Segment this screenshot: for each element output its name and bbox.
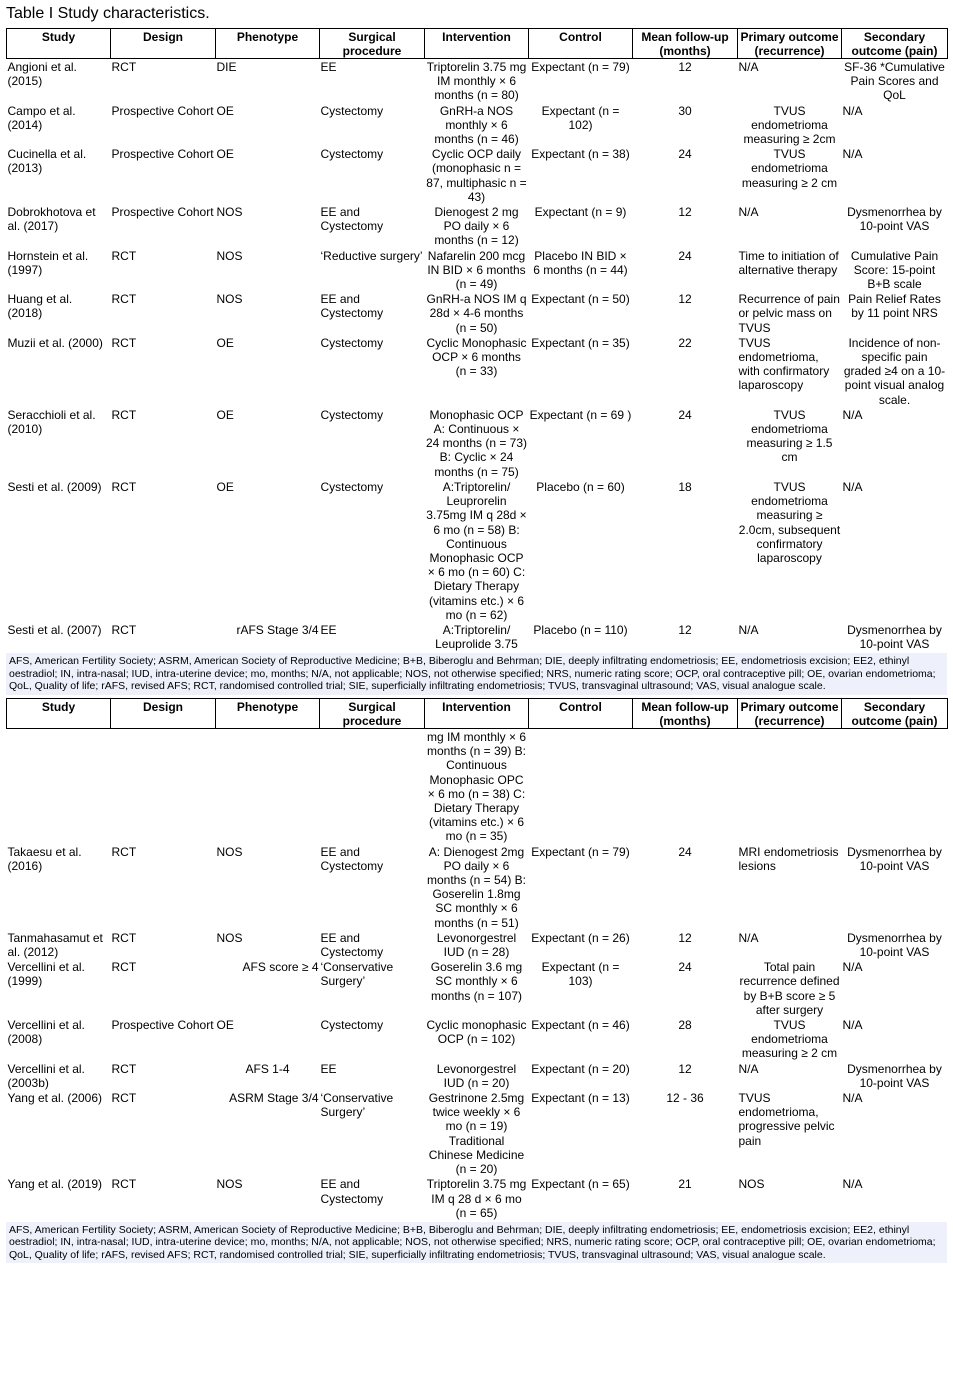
control-cell: Placebo (n = 110)	[533, 622, 628, 637]
design-cell: Prospective Cohort	[111, 1018, 214, 1033]
phenotype-cell: OE	[216, 335, 234, 350]
surgical-procedure-cell: Cystectomy	[320, 335, 384, 350]
table-row	[7, 622, 948, 651]
design-cell: Prospective Cohort	[111, 103, 214, 118]
control-cell: Expectant (n = 20)	[531, 1061, 630, 1076]
header-row	[7, 29, 948, 59]
intervention-cell: A:Triptorelin/ Leuprolide 3.75	[435, 622, 518, 652]
control-cell: Expectant (n = 35)	[531, 335, 630, 350]
primary-outcome-cell: TVUS endometrioma, progressive pelvic pain	[738, 1091, 835, 1148]
secondary-outcome-cell	[842, 729, 948, 844]
follow-up-cell: 12	[678, 622, 692, 637]
phenotype-cell: rAFS Stage 3/4	[236, 622, 319, 637]
follow-up-cell: 21	[678, 1177, 692, 1192]
design-cell: RCT	[111, 335, 137, 350]
study-cell	[7, 729, 111, 844]
surgical-procedure-cell: EE and Cystectomy	[320, 1177, 384, 1206]
surgical-procedure-cell: ‘Conservative Surgery’	[320, 960, 394, 989]
phenotype-cell	[216, 729, 320, 844]
header-surgical-procedure: Surgical procedure	[320, 29, 425, 59]
primary-outcome-cell: Total pain recurrence defined by B+B score ≥ 5 after surgery	[739, 960, 840, 1017]
control-cell	[529, 729, 633, 844]
phenotype-cell: NOS	[216, 205, 243, 220]
primary-outcome-cell: NOS	[738, 1177, 765, 1192]
phenotype-cell: OE	[216, 1018, 234, 1033]
control-cell: Placebo (n = 60)	[536, 479, 625, 494]
header-row	[7, 699, 948, 729]
intervention-cell: Nafarelin 200 mcg IN BID × 6 months (n = 49)	[427, 248, 526, 292]
primary-outcome-cell: TVUS endometrioma measuring ≥ 2 cm	[741, 1018, 838, 1061]
surgical-procedure-cell: EE and Cystectomy	[320, 844, 384, 873]
surgical-procedure-cell: EE	[320, 60, 337, 74]
table-row	[7, 844, 948, 930]
study-cell: Campo et al. (2014)	[7, 103, 76, 132]
primary-outcome-cell: N/A	[738, 622, 759, 637]
secondary-outcome-cell: N/A	[842, 407, 863, 422]
control-cell: Expectant (n = 65)	[531, 1177, 630, 1192]
secondary-outcome-cell: N/A	[842, 103, 863, 118]
control-cell: Expectant (n = 46)	[531, 1018, 630, 1033]
intervention-cell: Gestrinone 2.5mg twice weekly × 6 mo (n = 19) Traditional Chinese Medicine (n = 20)	[428, 1091, 525, 1177]
follow-up-cell: 24	[678, 248, 692, 263]
intervention-cell: Triptorelin 3.75 mg IM q 28 d × 6 mo (n = 65)	[426, 1177, 527, 1220]
phenotype-cell: NOS	[216, 930, 243, 945]
intervention-cell: Levonorgestrel IUD (n = 20)	[436, 1061, 517, 1090]
table-row	[7, 1017, 948, 1061]
header-study: Study	[7, 29, 111, 59]
intervention-cell: A:Triptorelin/ Leuprorelin 3.75mg IM q 28d × 6 mo (n = 58) B: Continuous Monophasic OCP × 6 mo (n = 60) C: Dietary Therapy (vitamins etc.) × 6 mo (n = 62)	[426, 479, 527, 622]
phenotype-cell: OE	[216, 147, 234, 162]
intervention-cell: GnRH-a NOS monthly × 6 months (n = 46)	[434, 103, 519, 147]
header-mean-follow-up: Mean follow-up (months)	[633, 29, 738, 59]
follow-up-cell: 12	[678, 60, 692, 74]
phenotype-cell: ASRM Stage 3/4	[229, 1091, 319, 1106]
primary-outcome-cell: TVUS endometrioma, with confirmatory laparoscopy	[738, 335, 830, 393]
table-row	[7, 335, 948, 407]
surgical-procedure-cell: Cystectomy	[320, 1018, 384, 1033]
design-cell: RCT	[111, 1091, 137, 1106]
study-cell: Vercellini et al. (1999)	[7, 960, 85, 989]
header-phenotype: Phenotype	[216, 699, 320, 729]
secondary-outcome-cell: N/A	[842, 147, 863, 162]
header-control: Control	[529, 699, 633, 729]
header-intervention: Intervention	[425, 699, 529, 729]
control-cell: Expectant (n = 102)	[541, 103, 620, 132]
phenotype-cell: OE	[216, 103, 234, 118]
table-body	[7, 59, 948, 652]
intervention-cell: Cyclic monophasic OCP (n = 102)	[426, 1018, 527, 1047]
secondary-outcome-cell: N/A	[842, 1091, 863, 1106]
study-cell: Angioni et al. (2015)	[7, 60, 77, 89]
phenotype-cell: AFS 1-4	[245, 1061, 290, 1076]
secondary-outcome-cell: N/A	[842, 1018, 863, 1033]
secondary-outcome-cell: Dysmenorrhea by 10-point VAS	[847, 622, 942, 652]
control-cell: Expectant (n = 103)	[541, 960, 620, 989]
table-row	[7, 291, 948, 335]
follow-up-cell: 12	[678, 1061, 692, 1076]
phenotype-cell: AFS score ≥ 4	[242, 960, 319, 975]
follow-up-cell: 24	[678, 407, 692, 422]
table-row	[7, 407, 948, 479]
phenotype-cell: OE	[216, 479, 234, 494]
follow-up-cell: 12	[678, 930, 692, 945]
table-body	[7, 729, 948, 1220]
table-row	[7, 204, 948, 248]
surgical-procedure-cell: EE and Cystectomy	[320, 930, 384, 960]
header-design: Design	[111, 29, 216, 59]
design-cell: RCT	[111, 407, 137, 422]
phenotype-cell: OE	[216, 407, 234, 422]
table-row	[7, 146, 948, 204]
surgical-procedure-cell: Cystectomy	[320, 103, 384, 118]
control-cell: Expectant (n = 79)	[531, 60, 630, 74]
primary-outcome-cell: Time to initiation of alternative therapy	[738, 248, 839, 277]
header-mean-follow-up: Mean follow-up (months)	[633, 699, 738, 729]
table-footnote: AFS, American Fertility Society; ASRM, American Society of Reproductive Medicine; B+B, Biberoglu and Behrman; DIE, deeply infiltrating endometriosis; EE, endometriosis excision; EE2, ethinyl oestradiol; IN, intra-nasal; IUD, intra-uterine device; mo, months; N/A, not applicable; NOS, not otherwise specified; NRS, numeric rating score; OCP, oral contraceptive pill; OE, ovarian endometrioma; QoL, Quality of life; rAFS, revised AFS; RCT, randomised controlled trial; SIE, superficially infiltrating endometriosis; TVUS, transvaginal ultrasound; VAS, visual analogue scale.	[6, 653, 947, 695]
study-cell: Hornstein et al. (1997)	[7, 248, 89, 277]
surgical-procedure-cell: ‘Reductive surgery’	[320, 248, 423, 263]
primary-outcome-cell: TVUS endometrioma measuring ≥ 2cm	[743, 103, 836, 147]
study-cell: Vercellini et al. (2003b)	[7, 1061, 85, 1090]
table-row	[7, 103, 948, 147]
header-study: Study	[7, 699, 111, 729]
table-footnote: AFS, American Fertility Society; ASRM, American Society of Reproductive Medicine; B+B, Biberoglu and Behrman; DIE, deeply infiltrating endometriosis; EE, endometriosis excision; EE2, ethinyl oestradiol; IN, intra-nasal; IUD, intra-uterine device; mo, months; N/A, not applicable; NOS, not otherwise specified; NRS, numeric rating score; OCP, oral contraceptive pill; OE, ovarian endometrioma; QoL, Quality of life; rAFS, revised AFS; RCT, randomised controlled trial; SIE, superficially infiltrating endometriosis; TVUS, transvaginal ultrasound; VAS, visual analogue scale.	[6, 1222, 947, 1264]
surgical-procedure-cell: EE	[320, 622, 337, 637]
study-cell: Sesti et al. (2007)	[7, 622, 102, 637]
follow-up-cell: 24	[678, 844, 692, 859]
control-cell: Expectant (n = 26)	[531, 930, 630, 945]
control-cell: Expectant (n = 9)	[534, 205, 627, 220]
table-title: Table I Study characteristics.	[6, 5, 210, 22]
study-cell: Muzii et al. (2000)	[7, 335, 103, 350]
primary-outcome-cell: TVUS endometrioma measuring ≥ 1.5 cm	[746, 407, 833, 465]
header-phenotype: Phenotype	[216, 29, 320, 59]
secondary-outcome-cell: Incidence of non-specific pain graded ≥4 on a 10-point visual analog scale.	[843, 335, 946, 407]
design-cell: RCT	[111, 1177, 137, 1192]
primary-outcome-cell: N/A	[738, 60, 759, 74]
control-cell: Placebo IN BID × 6 months (n = 44)	[533, 248, 628, 277]
surgical-procedure-cell: EE and Cystectomy	[320, 205, 384, 234]
study-characteristics-table-continued	[6, 698, 948, 1220]
follow-up-cell	[633, 729, 738, 844]
header-design: Design	[111, 699, 216, 729]
intervention-cell: A: Dienogest 2mg PO daily × 6 months (n = 54) B: Goserelin 1.8mg SC monthly × 6 months (n = 51)	[426, 844, 527, 930]
follow-up-cell: 18	[678, 479, 692, 494]
study-cell: Huang et al. (2018)	[7, 292, 73, 321]
surgical-procedure-cell	[320, 729, 425, 844]
intervention-cell: Goserelin 3.6 mg SC monthly × 6 months (n = 107)	[430, 960, 523, 1003]
follow-up-cell: 12	[678, 205, 692, 220]
table-row	[7, 479, 948, 622]
table-row	[7, 248, 948, 292]
secondary-outcome-cell: N/A	[842, 960, 863, 975]
secondary-outcome-cell: Pain Relief Rates by 11 point NRS	[848, 292, 941, 321]
control-cell: Expectant (n = 69 )	[529, 407, 632, 422]
intervention-cell: Levonorgestrel IUD (n = 28)	[436, 930, 517, 960]
secondary-outcome-cell: Cumulative Pain Score: 15-point B+B scale	[850, 248, 939, 292]
design-cell: RCT	[111, 960, 137, 975]
secondary-outcome-cell: Dysmenorrhea by 10-point VAS	[847, 1061, 942, 1090]
secondary-outcome-cell: Dysmenorrhea by 10-point VAS	[847, 930, 942, 960]
intervention-cell: Monophasic OCP A: Continuous × 24 months (n = 73) B: Cyclic × 24 months (n = 75)	[425, 407, 528, 479]
intervention-cell: Dienogest 2 mg PO daily × 6 months (n = 12)	[434, 205, 519, 248]
header-intervention: Intervention	[425, 29, 529, 59]
follow-up-cell: 24	[678, 147, 692, 162]
header-primary-outcome: Primary outcome (recurrence)	[738, 29, 842, 59]
design-cell: RCT	[111, 479, 137, 494]
study-cell: Yang et al. (2019)	[7, 1177, 103, 1192]
design-cell: RCT	[111, 930, 137, 945]
follow-up-cell: 30	[678, 103, 692, 118]
control-cell: Expectant (n = 38)	[531, 147, 630, 162]
header-secondary-outcome: Secondary outcome (pain)	[842, 29, 948, 59]
study-cell: Dobrokhotova et al. (2017)	[7, 205, 96, 234]
table-row	[7, 59, 948, 103]
table-row	[7, 1061, 948, 1090]
phenotype-cell: NOS	[216, 292, 243, 307]
follow-up-cell: 24	[678, 960, 692, 975]
header-secondary-outcome: Secondary outcome (pain)	[842, 699, 948, 729]
primary-outcome-cell: TVUS endometrioma measuring ≥ 2.0cm, subsequent confirmatory laparoscopy	[738, 479, 841, 565]
study-cell: Sesti et al. (2009)	[7, 479, 102, 494]
design-cell: RCT	[111, 1061, 137, 1076]
design-cell: Prospective Cohort	[111, 147, 214, 162]
design-cell: RCT	[111, 60, 137, 74]
header-control: Control	[529, 29, 633, 59]
surgical-procedure-cell: Cystectomy	[320, 479, 384, 494]
study-cell: Cucinella et al. (2013)	[7, 147, 87, 176]
design-cell	[111, 729, 216, 844]
surgical-procedure-cell: Cystectomy	[320, 407, 384, 422]
follow-up-cell: 12	[678, 292, 692, 307]
secondary-outcome-cell: SF-36 *Cumulative Pain Scores and QoL	[844, 60, 945, 103]
study-cell: Tanmahasamut et al. (2012)	[7, 930, 103, 960]
phenotype-cell: NOS	[216, 1177, 243, 1192]
study-characteristics-table	[6, 28, 948, 651]
secondary-outcome-cell: Dysmenorrhea by 10-point VAS	[847, 205, 942, 234]
design-cell: RCT	[111, 292, 137, 307]
study-cell: Takaesu et al. (2016)	[7, 844, 82, 873]
primary-outcome-cell: MRI endometriosis lesions	[738, 844, 839, 873]
phenotype-cell: NOS	[216, 844, 243, 859]
surgical-procedure-cell: ‘Conservative Surgery’	[320, 1091, 394, 1120]
follow-up-cell: 12 - 36	[666, 1091, 704, 1106]
control-cell: Expectant (n = 50)	[531, 292, 630, 307]
surgical-procedure-cell: EE	[320, 1061, 337, 1076]
table-row	[7, 1176, 948, 1220]
surgical-procedure-cell: Cystectomy	[320, 147, 384, 162]
primary-outcome-cell: TVUS endometrioma measuring ≥ 2 cm	[741, 147, 838, 190]
table-section-1	[6, 28, 947, 695]
study-cell: Yang et al. (2006)	[7, 1091, 103, 1106]
intervention-cell: mg IM monthly × 6 months (n = 39) B: Continuous Monophasic OPC × 6 mo (n = 38) C: Dietary Therapy (vitamins etc.) × 6 mo (n = 35)	[426, 730, 527, 844]
intervention-cell: Triptorelin 3.75 mg IM monthly × 6 months (n = 80)	[426, 60, 527, 103]
table-section-2	[6, 698, 947, 1263]
control-cell: Expectant (n = 79)	[531, 844, 630, 859]
study-cell: Vercellini et al. (2008)	[7, 1018, 85, 1047]
intervention-cell: GnRH-a NOS IM q 28d × 4-6 months (n = 50)	[426, 292, 527, 335]
intervention-cell: Cyclic Monophasic OCP × 6 months (n = 33)	[426, 335, 527, 379]
design-cell: RCT	[111, 844, 137, 859]
phenotype-cell: NOS	[216, 248, 243, 263]
table-row	[7, 930, 948, 959]
header-surgical-procedure: Surgical procedure	[320, 699, 425, 729]
secondary-outcome-cell: N/A	[842, 479, 863, 494]
primary-outcome-cell: Recurrence of pain or pelvic mass on TVUS	[738, 292, 840, 335]
table-row	[7, 729, 948, 844]
phenotype-cell: DIE	[216, 60, 237, 74]
secondary-outcome-cell: Dysmenorrhea by 10-point VAS	[847, 844, 942, 873]
follow-up-cell: 22	[678, 335, 692, 350]
design-cell: Prospective Cohort	[111, 205, 214, 220]
primary-outcome-cell: N/A	[738, 1061, 759, 1076]
primary-outcome-cell	[738, 729, 842, 844]
design-cell: RCT	[111, 622, 137, 637]
intervention-cell: Cyclic OCP daily (monophasic n = 87, multiphasic n = 43)	[426, 147, 527, 204]
study-cell: Seracchioli et al. (2010)	[7, 407, 96, 437]
primary-outcome-cell: N/A	[738, 205, 759, 220]
design-cell: RCT	[111, 248, 137, 263]
header-primary-outcome: Primary outcome (recurrence)	[738, 699, 842, 729]
table-row	[7, 1090, 948, 1176]
surgical-procedure-cell: EE and Cystectomy	[320, 292, 384, 321]
follow-up-cell: 28	[678, 1018, 692, 1033]
secondary-outcome-cell: N/A	[842, 1177, 863, 1192]
table-row	[7, 959, 948, 1017]
control-cell: Expectant (n = 13)	[531, 1091, 630, 1106]
primary-outcome-cell: N/A	[738, 930, 759, 945]
